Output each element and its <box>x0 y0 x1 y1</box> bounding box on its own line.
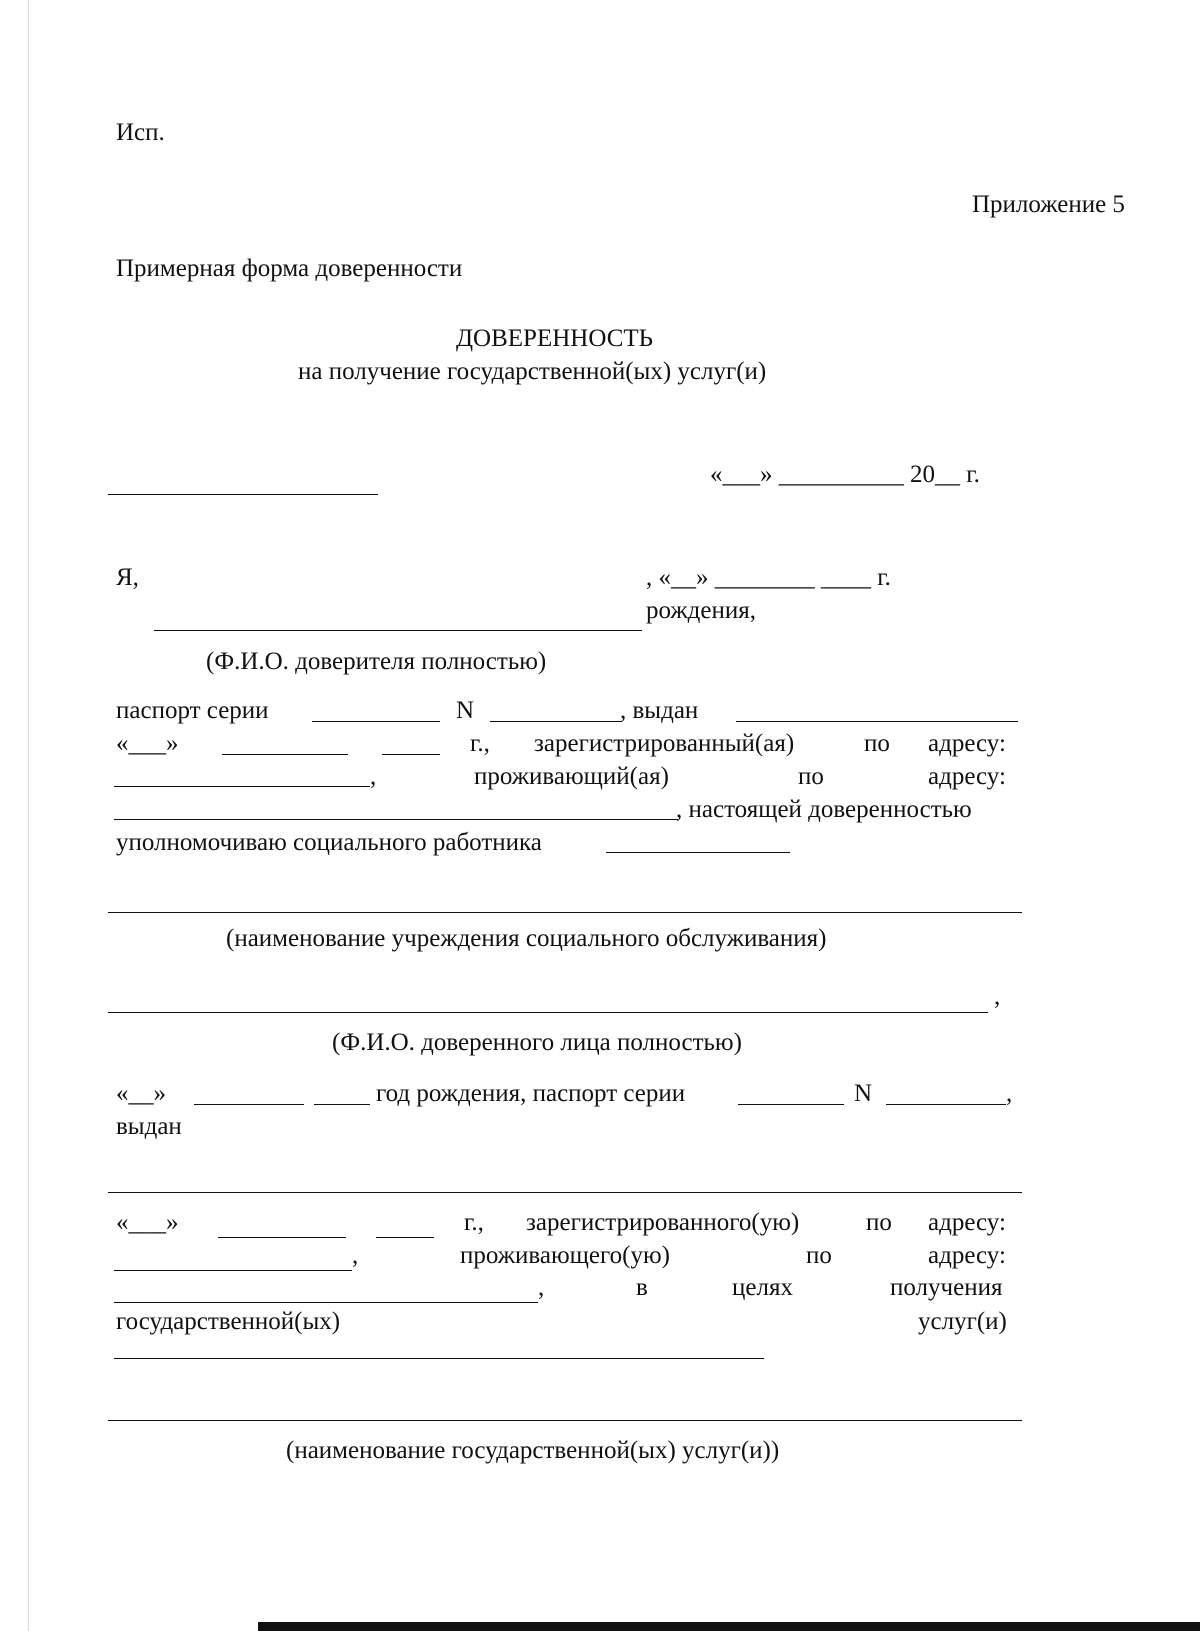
getting-label: получения <box>890 1274 1003 1301</box>
trustee-passport-comma: , <box>1006 1080 1013 1107</box>
trustee-registration-line <box>114 1270 352 1271</box>
trustee-issuer-line <box>108 1192 1022 1193</box>
trustee-living-line <box>114 1302 538 1303</box>
social-worker-line <box>606 852 790 853</box>
trustee-address-label-2: адресу: <box>928 1242 1006 1269</box>
services-caption: (наименование государственной(ых) услуг(и)) <box>286 1437 780 1464</box>
trustee-birth-day: «__» <box>116 1080 166 1107</box>
trustee-living-comma: , <box>538 1274 545 1301</box>
trustee-birth-year-line <box>314 1104 370 1105</box>
services-line-2 <box>108 1420 1022 1421</box>
trustee-living-label: проживающего(ую) <box>460 1242 670 1269</box>
trustee-address-label: адресу: <box>928 1209 1006 1236</box>
appendix-label: Приложение 5 <box>972 191 1125 218</box>
trustee-passport-n-label: N <box>854 1080 873 1107</box>
passport-number-line <box>490 721 622 722</box>
authorize-label: уполномочиваю социального работника <box>116 829 542 856</box>
ya-label: Я, <box>116 564 139 591</box>
passport-n-label: N <box>456 697 475 724</box>
address-label: адресу: <box>928 730 1006 757</box>
living-label: проживающий(ая) <box>474 763 669 790</box>
birth-label: рождения, <box>646 597 756 624</box>
trustee-issued-label: выдан <box>116 1113 182 1140</box>
principal-name-line <box>154 630 642 631</box>
registration-comma: , <box>370 763 377 790</box>
po-label-2: по <box>798 763 824 790</box>
services-line-1 <box>114 1358 764 1359</box>
scan-left-edge <box>28 0 29 1631</box>
trustee-g-label: г., <box>464 1209 484 1236</box>
trustee-comma: , <box>994 983 1001 1010</box>
scan-bottom-edge <box>258 1622 1200 1631</box>
living-address-line <box>114 819 678 820</box>
celyah-label: целях <box>732 1274 793 1301</box>
passport-issue-day: «___» <box>116 730 179 757</box>
trustee-birth-month-line <box>194 1104 304 1105</box>
trustee-registered-label: зарегистрированного(ую) <box>526 1209 800 1236</box>
state-label: государственной(ых) <box>116 1308 341 1335</box>
document-title: ДОВЕРЕННОСТЬ <box>456 325 653 352</box>
trustee-registration-comma: , <box>352 1242 359 1269</box>
date-line: «___» __________ 20__ г. <box>710 461 980 488</box>
trustee-passport-number-line <box>886 1104 1006 1105</box>
passport-issuer-line <box>736 721 1018 722</box>
v-label: в <box>636 1274 648 1301</box>
trustee-name-line <box>108 1012 988 1013</box>
place-line <box>108 494 378 495</box>
po-label: по <box>864 730 890 757</box>
registration-address-line <box>114 786 370 787</box>
passport-g-label: г., <box>470 730 490 757</box>
power-of-attorney-phrase: , настоящей доверенностью <box>676 796 972 823</box>
trustee-issue-month-line <box>218 1237 346 1238</box>
birth-date-blank: , «__» ________ ____ г. <box>646 564 891 591</box>
registered-label: зарегистрированный(ая) <box>534 730 795 757</box>
trustee-passport-series-line <box>738 1104 844 1105</box>
form-caption: Примерная форма доверенности <box>116 255 463 282</box>
principal-name-caption: (Ф.И.О. доверителя полностью) <box>206 648 547 675</box>
passport-series-label: паспорт серии <box>116 697 269 724</box>
trustee-po-label: по <box>866 1209 892 1236</box>
trustee-po-label-2: по <box>806 1242 832 1269</box>
passport-series-line <box>312 721 440 722</box>
address-label-2: адресу: <box>928 763 1006 790</box>
organization-line <box>108 912 1022 913</box>
passport-issue-year-line <box>382 754 440 755</box>
services-label: услуг(и) <box>918 1308 1007 1335</box>
trustee-year-birth-label: год рождения, паспорт серии <box>376 1080 686 1107</box>
document-subtitle: на получение государственной(ых) услуг(и) <box>298 358 767 385</box>
passport-issue-month-line <box>222 754 348 755</box>
passport-issued-label: , выдан <box>620 697 699 724</box>
trustee-issue-year-line <box>376 1237 434 1238</box>
trustee-name-caption: (Ф.И.О. доверенного лица полностью) <box>332 1029 742 1056</box>
organization-caption: (наименование учреждения социального обслуживания) <box>226 925 827 952</box>
isp-label: Исп. <box>116 119 165 146</box>
trustee-issue-day: «___» <box>116 1209 179 1236</box>
